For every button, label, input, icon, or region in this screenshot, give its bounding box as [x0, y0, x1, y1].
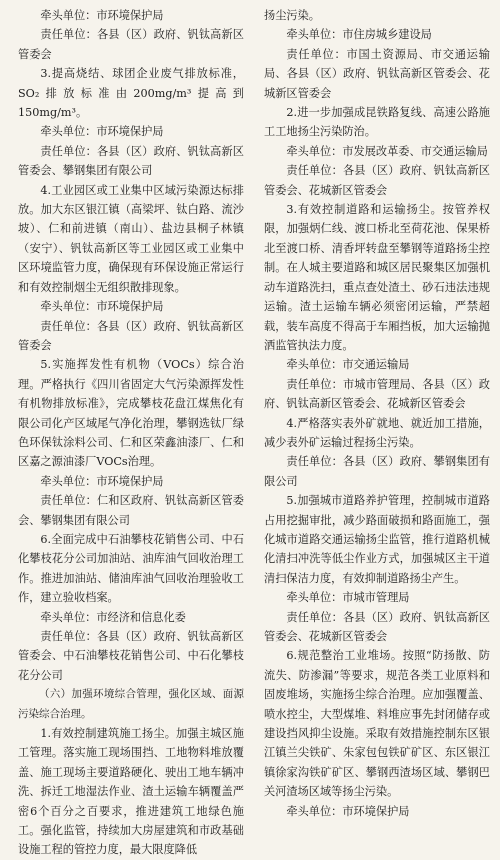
paragraph: 责任单位：各县（区）政府、钒钛高新区管委会、中石油攀枝花销售公司、中石化攀枝花分公司 [18, 630, 244, 682]
paragraph: 牵头单位：市经济和信息化委 [40, 610, 186, 624]
paragraph: 5.加强城市道路养护管理，控制城市道路占用挖掘审批，减少路面破损和路面施工，强化城市道路交通运输扬尘监管，推行道路机械化清扫冲洗等低尘作业方式，加强城区主干道清扫保洁力度，有效抑制道路扬尘产生。 [264, 494, 490, 585]
paragraph: 2.进一步加强成昆铁路复线、高速公路施工工地扬尘污染防治。 [264, 106, 490, 139]
paragraph: 牵头单位：市住房城乡建设局 [286, 28, 432, 42]
paragraph: 责任单位：各县（区）政府、钒钛高新区管委会、攀钢集团有限公司 [18, 144, 244, 178]
paragraph: 5.实施挥发性有机物（VOCs）综合治理。严格执行《四川省固定大气污染源挥发性有机物排放标准》，完成攀枝花盘江煤焦化有限公司化产区域尾气净化治理，攀钢选钛厂绿色环保钛涂料公司、仁和区荣鑫油漆厂、仁和区嘉之源油漆厂VOCs治理。 [18, 358, 244, 469]
left-column [18, 6, 244, 857]
paragraph: 牵头单位：市环境保护局 [40, 474, 164, 488]
paragraph: （六）加强环境综合管理，强化区域、面源污染综合治理。 [18, 688, 244, 720]
paragraph: 责任单位：市城市管理局、各县（区）政府、钒钛高新区管委会、花城新区管委会 [264, 377, 490, 411]
paragraph: 牵头单位：市城市管理局 [286, 591, 410, 605]
paragraph: 6.规范整治工业堆场。按照“防扬散、防流失、防渗漏”等要求，规范各类工业原料和固废堆场，实施扬尘综合治理。应加强覆盖、喷水控尘，大型煤堆、料堆应事先封闭储存或建设挡风抑尘设施。采取有效措施控制东区银江镇兰尖铁矿、朱家包包铁矿矿区、东区银江镇徐家沟铁矿矿区、攀钢西渣场区域、攀钢巴关河渣场区域等扬尘污染。 [264, 649, 490, 799]
paragraph: 4.工业园区或工业集中区域污染源达标排放。加大东区银江镇（高梁坪、钛白路、流沙坡）、仁和前进镇（南山）、盐边县桐子林镇（安宁）、钒钛高新区等工业园区或工业集中区环境监管力度，确保现有环保设施正常运行和有效控制烟尘无组织散排现象。 [18, 183, 244, 294]
paragraph: 责任单位：各县（区）政府、钒钛高新区管委会、花城新区管委会 [264, 164, 490, 197]
paragraph: 6.全面完成中石油攀枝花销售公司、中石化攀枝花分公司加油站、油库油气回收治理工作。推进加油站、储油库油气回收治理验收工作，建立验收档案。 [18, 532, 244, 605]
paragraph: 责任单位：市国土资源局、市交通运输局、各县（区）政府、钒钛高新区管委会、花城新区管委会 [264, 47, 490, 100]
paragraph: 牵头单位：市环境保护局 [40, 300, 164, 314]
paragraph: 责任单位：各县（区）政府、攀钢集团有限公司 [264, 455, 490, 488]
right-column [264, 6, 490, 818]
paragraph: 责任单位：仁和区政府、钒钛高新区管委会、攀钢集团有限公司 [18, 494, 244, 527]
paragraph: 3.提高烧结、球团企业废气排放标准，SO₂排放标准由200mg/m³提高到150mg/m³。 [18, 67, 244, 120]
paragraph: 牵头单位：市环境保护局 [40, 125, 164, 139]
paragraph: 责任单位：各县（区）政府、钒钛高新区管委会 [18, 28, 244, 61]
paragraph: 4.严格落实表外矿就地、就近加工措施，减少表外矿运输过程扬尘污染。 [264, 416, 490, 449]
paragraph: 3.有效控制道路和运输扬尘。按管养权限，加强炳仁线、渡口桥北至荷花池、保果桥北至渡口桥、清香坪转盘至攀钢等道路扬尘控制。在人城主要道路和城区居民聚集区加强机动车道路洗扫，重点查处渣土、砂石违法违规运输。渣土运输车辆必须密闭运输，严禁超载，装车高度不得高于车厢挡板，加大运输抛洒监管执法力度。 [264, 203, 490, 352]
paragraph: 责任单位：各县（区）政府、钒钛高新区管委会 [18, 319, 244, 352]
paragraph: 牵头单位：市环境保护局 [286, 804, 410, 818]
paragraph: 扬尘污染。 [264, 9, 320, 22]
paragraph: 牵头单位：市环境保护局 [40, 9, 164, 22]
paragraph: 1.有效控制建筑施工扬尘。加强主城区施工管理。落实施工现场围挡、工地物料堆放覆盖、施工现场主要道路硬化、驶出工地车辆冲洗、拆迁工地湿法作业、渣土运输车辆覆盖严密6个百分之百要求，推进建筑工地绿色施工。强化监管，持续加大房屋建筑和市政基础设施工程的管控力度，最大限度降低 [18, 727, 244, 857]
paragraph: 牵头单位：市发展改革委、市交通运输局 [286, 144, 488, 158]
paragraph: 牵头单位：市交通运输局 [286, 358, 410, 372]
paragraph: 责任单位：各县（区）政府、钒钛高新区管委会、花城新区管委会 [264, 610, 490, 643]
